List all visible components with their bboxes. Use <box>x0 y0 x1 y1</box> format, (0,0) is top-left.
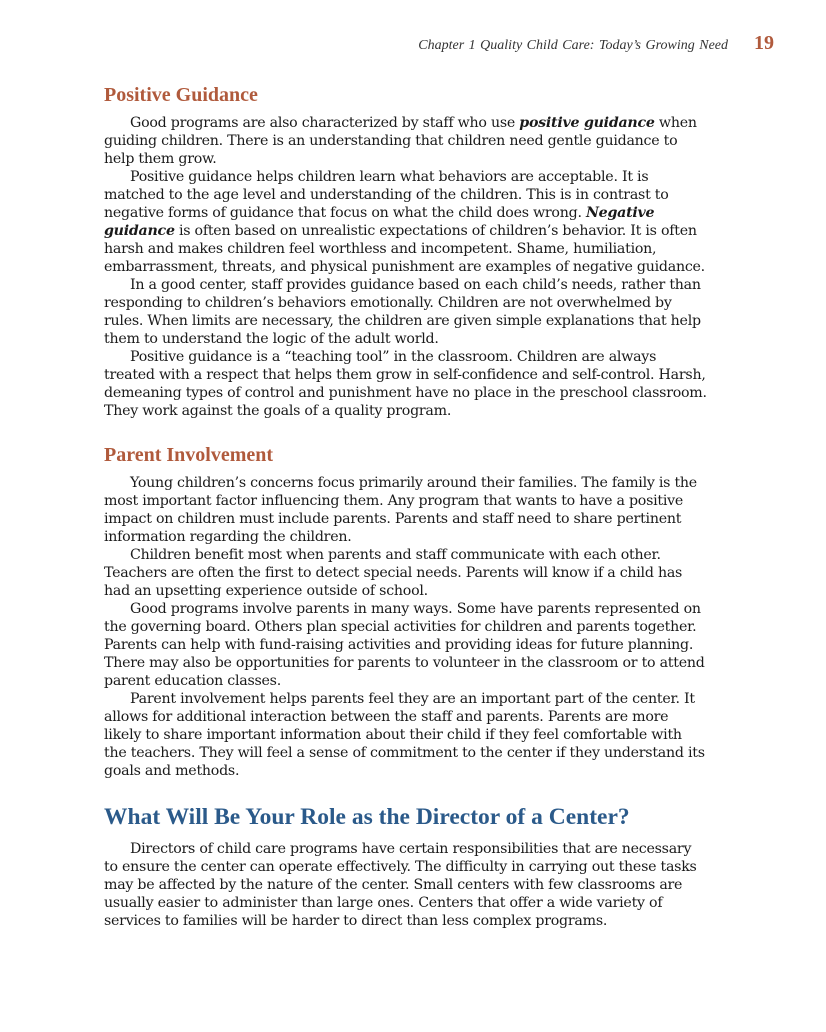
page-number: 19 <box>754 32 774 54</box>
section-positive-guidance <box>104 82 708 420</box>
paragraph: Young children’s concerns focus primarily around their families. The family is the most important factor influencing them. Any program that wants to have a positive impact on children must include parents. Parents and staff need to share pertinent information regarding the children. <box>104 475 697 545</box>
paragraph <box>104 114 708 168</box>
section-heading: Positive Guidance <box>104 84 258 106</box>
paragraph-text: when guiding children. There is an understanding that children need gentle guidance to help them grow. <box>104 115 697 167</box>
page-body <box>104 82 708 930</box>
chapter-title: Chapter 1 Quality Child Care: Today’s Growing Need <box>418 38 728 53</box>
paragraph: Good programs involve parents in many ways. Some have parents represented on the governing board. Others plan special activities for children and parents together. Parents can help with fund-raising activities and providing ideas for future planning. There may also be opportunities for parents to volunteer in the classroom or to attend parent education classes. <box>104 601 705 689</box>
paragraph: Parent involvement helps parents feel they are an important part of the center. It allows for additional interaction between the staff and parents. Parents are more likely to share important information about their child if they feel comfortable with the teachers. They will feel a sense of commitment to the center if they understand its goals and methods. <box>104 691 705 779</box>
paragraph-text: is often based on unrealistic expectations of children’s behavior. It is often harsh and makes children feel worthless and incompetent. Shame, humiliation, embarrassment, threats, and physical punishment are examples of negative guidance. <box>104 223 705 275</box>
paragraph: Children benefit most when parents and staff communicate with each other. Teachers are often the first to detect special needs. Parents will know if a child has had an upsetting experience outside of school. <box>104 547 683 599</box>
paragraph: Positive guidance is a “teaching tool” in the classroom. Children are always treated with a respect that helps them grow in self-confidence and self-control. Harsh, demeaning types of control and punishment have no place in the preschool classroom. They work against the goals of a quality program. <box>104 349 707 419</box>
key-term: positive guidance <box>519 115 655 131</box>
section-heading: Parent Involvement <box>104 444 274 466</box>
paragraph: In a good center, staff provides guidance based on each child’s needs, rather than responding to children’s behaviors emotionally. Children are not overwhelmed by rules. When limits are necessary, the children are given simple explanations that help them to understand the logic of the adult world. <box>104 277 701 347</box>
section-director-role <box>104 802 708 930</box>
section-parent-involvement <box>104 442 708 780</box>
key-term: Negative guidance <box>104 205 655 239</box>
running-header <box>104 32 774 55</box>
main-heading: What Will Be Your Role as the Director of a Center? <box>104 804 630 830</box>
paragraph-text: Good programs are also characterized by staff who use <box>130 115 520 131</box>
paragraph <box>104 168 708 276</box>
paragraph: Directors of child care programs have certain responsibilities that are necessary to ensure the center can operate effectively. The difficulty in carrying out these tasks may be affected by the nature of the center. Small centers with few classrooms are usually easier to administer than large ones. Centers that offer a wide variety of services to families will be harder to direct than less complex programs. <box>104 841 697 929</box>
paragraph-text: Positive guidance helps children learn what behaviors are acceptable. It is matched to the age level and understanding of the children. This is in contrast to negative forms of guidance that focus on what the child does wrong. <box>104 169 669 221</box>
